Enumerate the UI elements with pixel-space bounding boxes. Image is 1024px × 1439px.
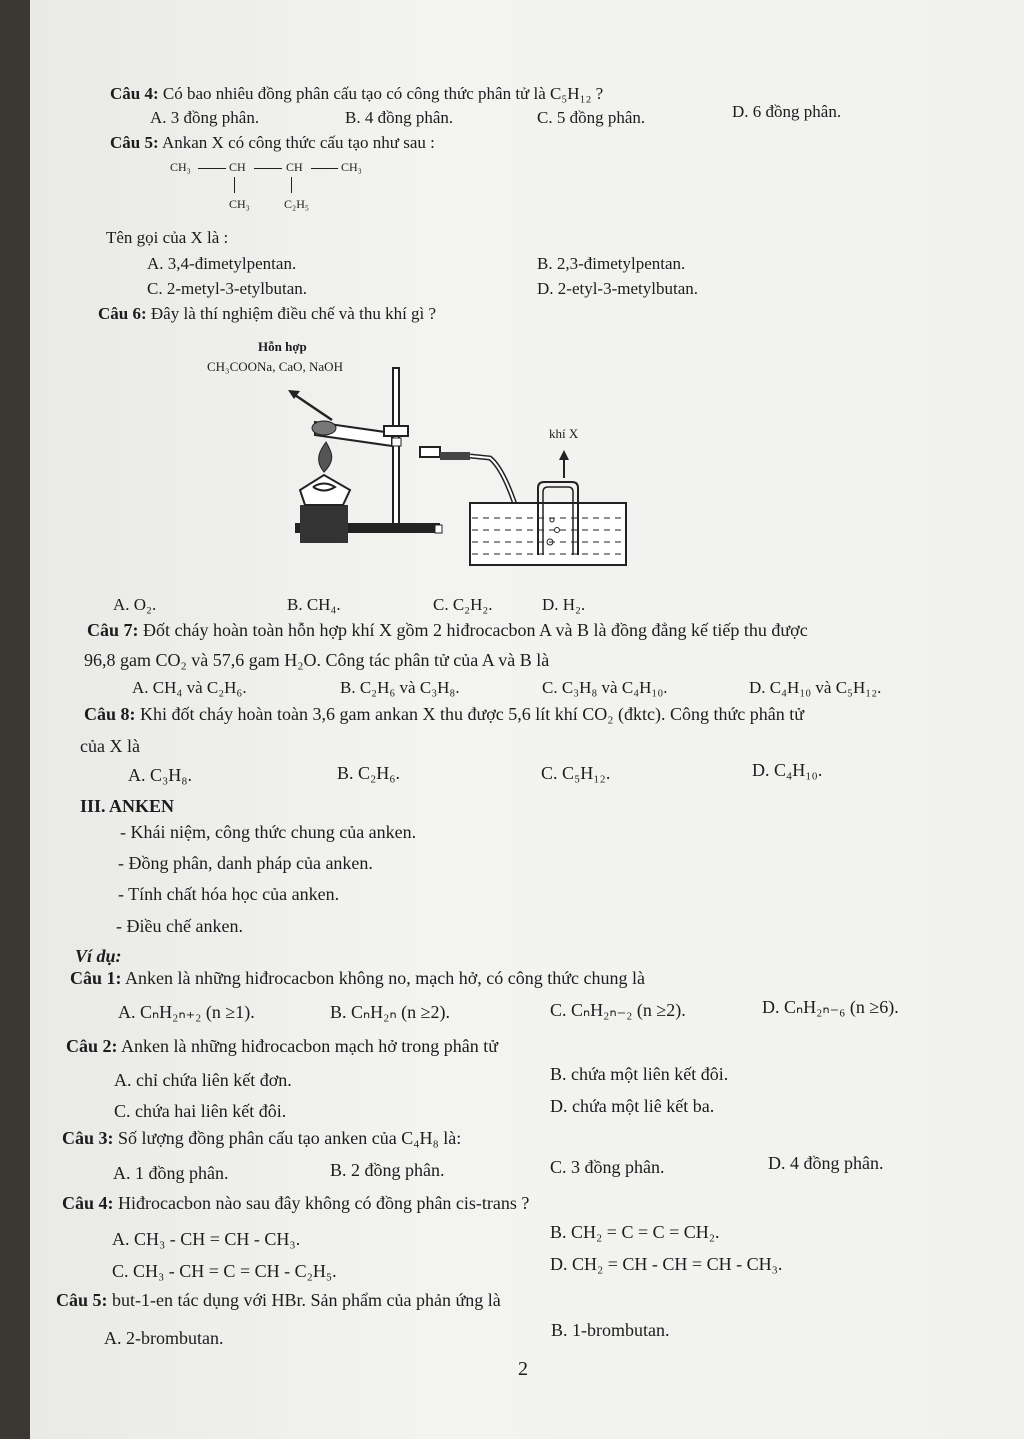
water-trough — [470, 503, 626, 565]
clamp — [384, 426, 408, 436]
option-a: A. 1 đồng phân. — [113, 1163, 229, 1183]
ch-carbon-2: CH — [286, 160, 303, 174]
question-number: Câu 8: — [84, 704, 136, 724]
reagent-mixture — [312, 421, 336, 435]
question-4-alkane — [110, 84, 603, 104]
bond — [311, 168, 338, 169]
bond — [234, 177, 235, 193]
example-label: Ví dụ: — [75, 946, 122, 966]
bond — [198, 168, 226, 169]
option-a: A. O₂. — [113, 595, 157, 614]
question-number: Câu 7: — [87, 620, 139, 640]
option-b: B. C₂H₆ và C₃H₈. — [340, 678, 460, 697]
option-b: B. 1-brombutan. — [551, 1320, 670, 1340]
figure-label-line2: CH₃COONa, CaO, NaOH — [207, 359, 343, 374]
option-d: D. C₄H₁₀ và C₅H₁₂. — [749, 678, 882, 697]
option-a: A. CH₄ và C₂H₆. — [132, 678, 247, 697]
question-8-alkane — [84, 704, 804, 725]
question-text: Anken là những hiđrocacbon mạch hở trong phân tử — [121, 1036, 498, 1056]
bond — [291, 177, 292, 193]
question-text: Đốt cháy hoàn toàn hỗn hợp khí X gồm 2 hiđrocacbon A và B là đồng đẳng kế tiếp thu được — [143, 620, 808, 640]
stopper — [420, 447, 440, 457]
stand-foot — [435, 525, 442, 533]
question-prompt: Tên gọi của X là : — [106, 228, 229, 247]
section-bullet: - Tính chất hóa học của anken. — [118, 884, 340, 904]
question-number: Câu 3: — [62, 1128, 114, 1148]
option-c: C. CₙH₂ₙ₋₂ (n ≥2). — [550, 1000, 686, 1020]
question-text: Đây là thí nghiệm điều chế và thu khí gì ? — [150, 304, 437, 323]
option-a: A. CₙH₂ₙ₊₂ (n ≥1). — [118, 1002, 255, 1022]
option-b: B. chứa một liên kết đôi. — [550, 1064, 729, 1084]
question-number: Câu 5: — [110, 133, 159, 152]
option-c: C. 3 đồng phân. — [550, 1157, 665, 1177]
section-bullet: - Khái niệm, công thức chung của anken. — [120, 822, 417, 842]
option-c: C. C₃H₈ và C₄H₁₀. — [542, 678, 668, 697]
option-d: D. H₂. — [542, 595, 586, 614]
question-5-alkene — [56, 1290, 501, 1311]
ch3-right: CH₃ — [341, 160, 362, 174]
question-number: Câu 4: — [110, 84, 159, 103]
option-b: B. 2,3-đimetylpentan. — [537, 254, 686, 273]
lamp-block — [300, 505, 348, 543]
option-c: C. C₅H₁₂. — [541, 763, 611, 783]
option-b: B. 4 đồng phân. — [345, 108, 454, 127]
question-3-alkene — [62, 1128, 461, 1149]
option-a: A. 3,4-đimetylpentan. — [147, 254, 297, 273]
option-d: D. 6 đồng phân. — [732, 102, 842, 121]
lab-apparatus-diagram — [280, 360, 640, 580]
option-b: B. CₙH₂ₙ (n ≥2). — [330, 1002, 450, 1022]
option-d: D. CₙH₂ₙ₋₆ (n ≥6). — [762, 997, 899, 1017]
question-number: Câu 6: — [98, 304, 147, 323]
option-d: D. chứa một liê kết ba. — [550, 1096, 715, 1116]
question-text: Ankan X có công thức cấu tạo như sau : — [161, 133, 435, 152]
section-bullet: - Điều chế anken. — [116, 916, 243, 936]
question-text-cont: 96,8 gam CO₂ và 57,6 gam H₂O. Công tác phân tử của A và B là — [84, 650, 550, 670]
structural-formula — [170, 157, 390, 217]
question-text-cont: của X là — [80, 736, 140, 756]
option-c: C. 2-metyl-3-etylbutan. — [147, 279, 308, 298]
question-5-alkane — [110, 133, 435, 153]
option-a: A. CH₃ - CH = CH - CH₃. — [112, 1229, 301, 1249]
question-4-alkene — [62, 1193, 529, 1214]
gas-arrow — [559, 450, 569, 460]
option-d: D. CH₂ = CH - CH = CH - CH₃. — [550, 1254, 783, 1274]
stand-rod — [393, 368, 399, 528]
option-d: D. 2-etyl-3-metylbutan. — [537, 279, 698, 298]
question-text: Khi đốt cháy hoàn toàn 3,6 gam ankan X thu được 5,6 lít khí CO₂ (đktc). Công thức phân tử — [140, 704, 804, 724]
question-text: Anken là những hiđrocacbon không no, mạch hở, có công thức chung là — [125, 968, 645, 988]
question-number: Câu 5: — [56, 1290, 108, 1310]
page-number: 2 — [518, 1358, 528, 1380]
option-a: A. C₃H₈. — [128, 765, 193, 785]
question-text: Có bao nhiêu đồng phân cấu tạo có công thức phân tử là C₅H₁₂ ? — [162, 84, 604, 103]
bond — [254, 168, 282, 169]
option-c: C. CH₃ - CH = C = CH - C₂H₅. — [112, 1261, 337, 1281]
gas-label: khí X — [549, 426, 579, 441]
rubber-tube — [440, 452, 470, 460]
option-c: C. chứa hai liên kết đôi. — [114, 1101, 287, 1121]
flame — [319, 442, 332, 472]
question-number: Câu 1: — [70, 968, 122, 988]
option-c: C. C₂H₂. — [433, 595, 493, 614]
option-a: A. 3 đồng phân. — [150, 108, 260, 127]
question-text: Số lượng đồng phân cấu tạo anken của C₄H₈ là: — [118, 1128, 462, 1148]
substituent-1: CH₃ — [229, 197, 250, 211]
question-1-alkene — [70, 968, 645, 989]
option-b: B. C₂H₆. — [337, 763, 401, 783]
question-2-alkene — [66, 1036, 498, 1057]
option-d: D. 4 đồng phân. — [768, 1153, 884, 1173]
question-7-alkane — [87, 620, 808, 641]
question-number: Câu 4: — [62, 1193, 114, 1213]
figure-label-line1: Hỗn hợp — [258, 339, 307, 354]
option-a: A. 2-brombutan. — [104, 1328, 224, 1348]
option-a: A. chỉ chứa liên kết đơn. — [114, 1070, 292, 1090]
question-6-alkane — [98, 304, 436, 324]
section-bullet: - Đồng phân, danh pháp của anken. — [118, 853, 373, 873]
substituent-2: C₂H₅ — [284, 197, 310, 211]
question-text: Hiđrocacbon nào sau đây không có đồng phân cis-trans ? — [118, 1193, 530, 1213]
option-b: B. 2 đồng phân. — [330, 1160, 445, 1180]
ch3-left: CH₃ — [170, 160, 191, 174]
option-c: C. 5 đồng phân. — [537, 108, 646, 127]
section-title: III. ANKEN — [80, 796, 175, 816]
option-d: D. C₄H₁₀. — [752, 760, 823, 780]
question-text: but-1-en tác dụng với HBr. Sản phẩm của phản ứng là — [112, 1290, 501, 1310]
option-b: B. CH₂ = C = C = CH₂. — [550, 1222, 720, 1242]
question-number: Câu 2: — [66, 1036, 118, 1056]
ch-carbon-1: CH — [229, 160, 246, 174]
option-b: B. CH₄. — [287, 595, 341, 614]
